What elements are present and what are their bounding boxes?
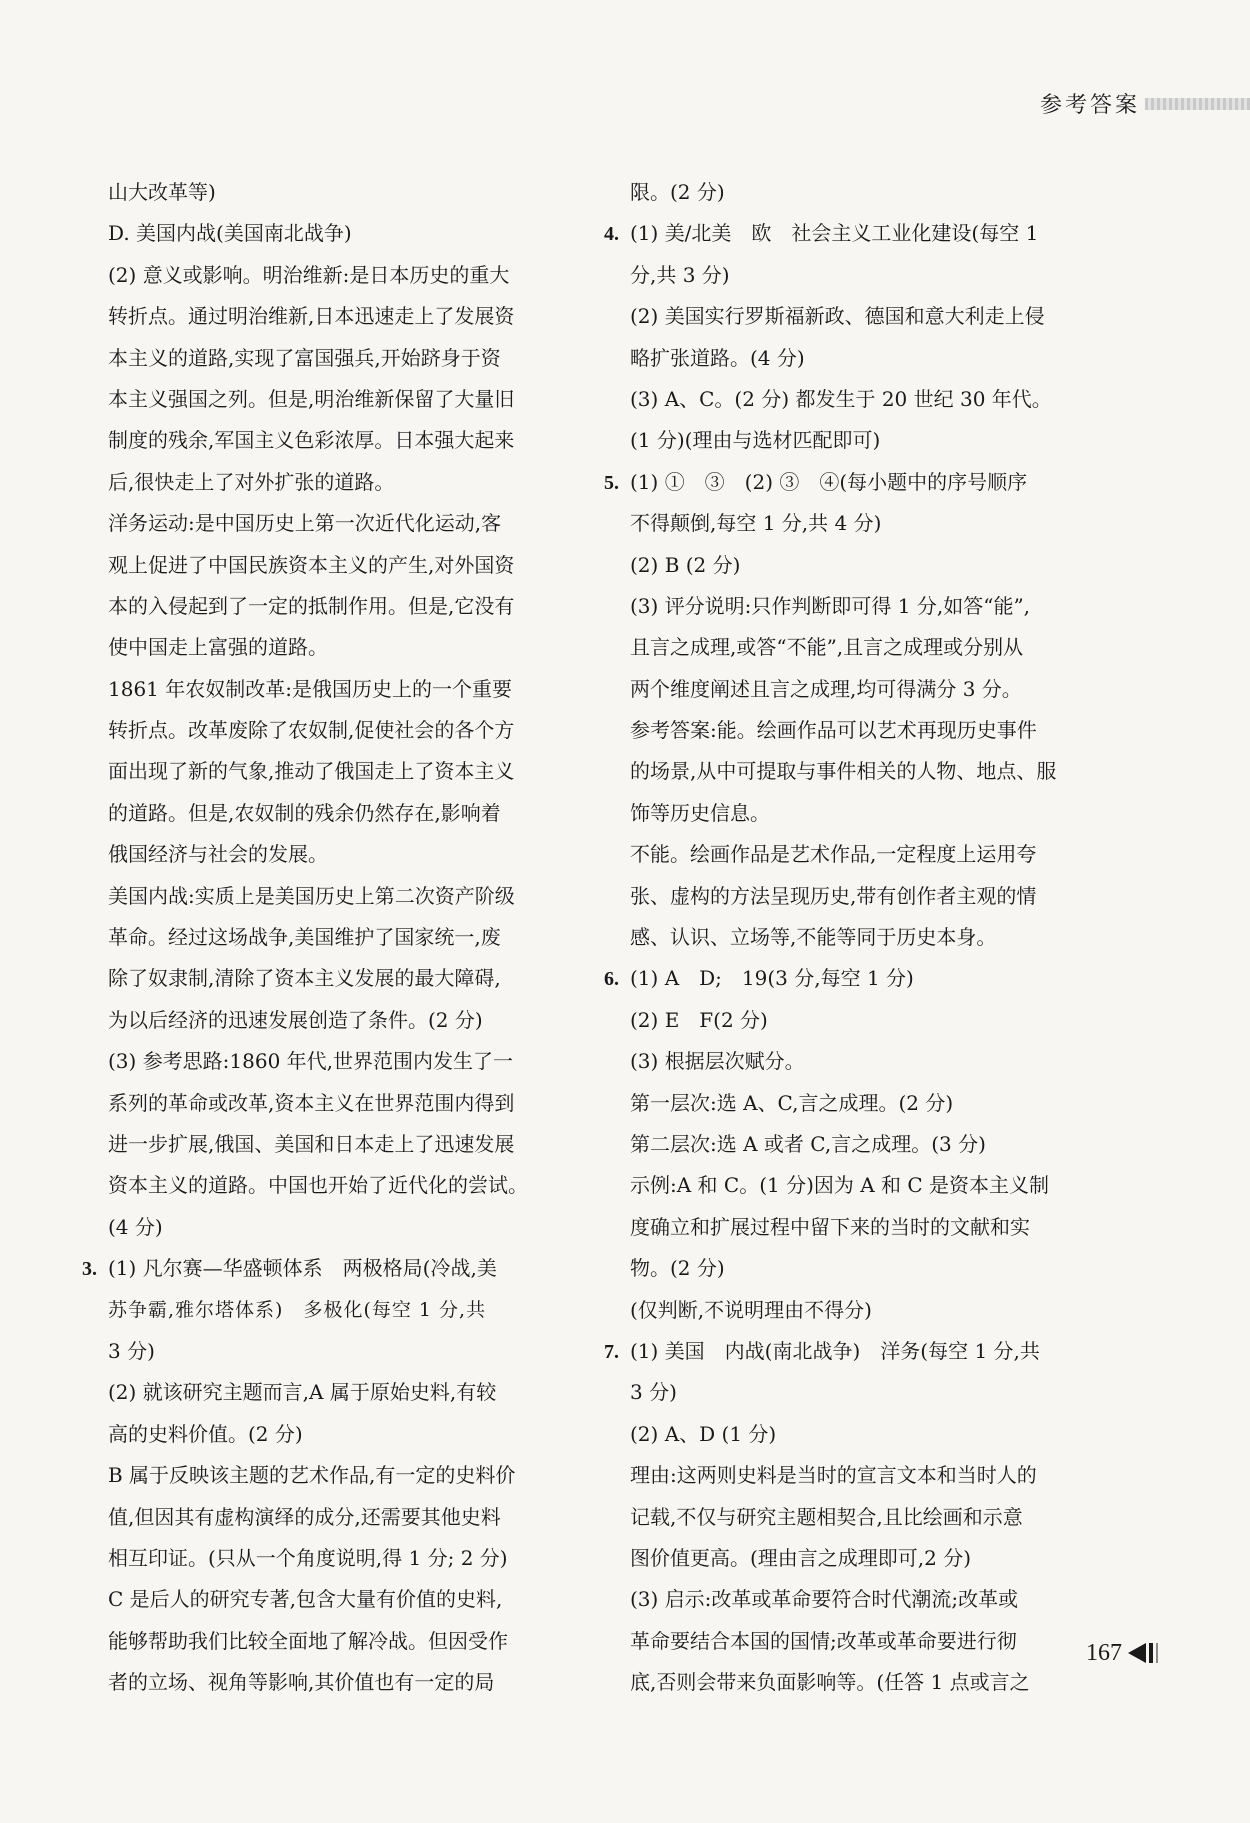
text-line: (2) 美国实行罗斯福新政、德国和意大利走上侵	[630, 304, 1045, 329]
text-line: 转折点。通过明治维新,日本迅速走上了发展资	[108, 304, 515, 329]
left-column	[82, 172, 608, 1703]
text-line: (3) 启示:改革或革命要符合时代潮流;改革或	[630, 1587, 1019, 1612]
text-line: 本主义的道路,实现了富国强兵,开始跻身于资	[108, 345, 501, 370]
text-line: 革命要结合本国的国情;改革或革命要进行彻	[630, 1628, 1017, 1653]
text-line: 第一层次:选 A、C,言之成理。(2 分)	[630, 1090, 954, 1115]
text-line: 面出现了新的气象,推动了俄国走上了资本主义	[108, 759, 515, 784]
text-line: (2) B (2 分)	[630, 552, 741, 577]
text-line: 的场景,从中可提取与事件相关的人物、地点、服	[630, 759, 1057, 784]
text-line: 革命。经过这场战争,美国维护了国家统一,废	[108, 925, 501, 950]
text-line: B 属于反映该主题的艺术作品,有一定的史料价	[108, 1463, 516, 1488]
text-line: 洋务运动:是中国历史上第一次近代化运动,客	[108, 511, 502, 536]
text-line: 感、认识、立场等,不能等同于历史本身。	[630, 925, 997, 950]
text-line: 后,很快走上了对外扩张的道路。	[108, 469, 395, 494]
text-line: (2) 意义或影响。明治维新:是日本历史的重大	[108, 262, 510, 287]
text-line: 分,共 3 分)	[630, 262, 730, 287]
text-line: 转折点。改革废除了农奴制,促使社会的各个方	[108, 718, 515, 743]
text-line: (2) E F(2 分)	[630, 1007, 768, 1032]
page-number: 167	[1086, 1640, 1122, 1666]
text-line: (1) 美国 内战(南北战争) 洋务(每空 1 分,共	[630, 1338, 1040, 1363]
text-line: 物。(2 分)	[630, 1256, 725, 1281]
text-line: 记载,不仅与研究主题相契合,且比绘画和示意	[630, 1504, 1023, 1529]
header-decorative-bar	[1145, 98, 1250, 110]
text-line: 第二层次:选 A 或者 C,言之成理。(3 分)	[630, 1131, 986, 1156]
text-line: 值,但因其有虚构演绎的成分,还需要其他史料	[108, 1504, 501, 1529]
text-line: 俄国经济与社会的发展。	[108, 842, 328, 867]
text-line: (3) 根据层次赋分。	[630, 1049, 805, 1074]
question-7-line	[604, 1331, 1130, 1372]
text-line: 度确立和扩展过程中留下来的当时的文献和实	[630, 1214, 1030, 1239]
text-line: 观上促进了中国民族资本主义的产生,对外国资	[108, 552, 515, 577]
question-number-7: 7.	[604, 1340, 619, 1363]
text-line: 本的入侵起到了一定的抵制作用。但是,它没有	[108, 593, 515, 618]
text-line: 相互印证。(只从一个角度说明,得 1 分; 2 分)	[108, 1545, 508, 1570]
text-line: 进一步扩展,俄国、美国和日本走上了迅速发展	[108, 1131, 515, 1156]
text-line: 本主义强国之列。但是,明治维新保留了大量旧	[108, 386, 515, 411]
text-line: 为以后经济的迅速发展创造了条件。(2 分)	[108, 1007, 483, 1032]
text-line: (4 分)	[108, 1214, 163, 1239]
question-4-line	[604, 213, 1130, 254]
right-column	[604, 172, 1130, 1703]
text-line: 理由:这两则史料是当时的宣言文本和当时人的	[630, 1463, 1037, 1488]
question-5-line	[604, 462, 1130, 503]
text-line: 不能。绘画作品是艺术作品,一定程度上运用夸	[630, 842, 1037, 867]
text-line: C 是后人的研究专著,包含大量有价值的史料,	[108, 1587, 503, 1612]
text-line: 1861 年农奴制改革:是俄国历史上的一个重要	[108, 676, 512, 701]
text-line: 使中国走上富强的道路。	[108, 635, 328, 660]
text-line: 饰等历史信息。	[630, 800, 770, 825]
text-line: D. 美国内战(美国南北战争)	[108, 221, 352, 246]
text-line: (2) 就该研究主题而言,A 属于原始史料,有较	[108, 1380, 497, 1405]
text-line: (1) 美/北美 欧 社会主义工业化建设(每空 1	[630, 221, 1039, 246]
question-number-5: 5.	[604, 471, 619, 494]
text-line: 示例:A 和 C。(1 分)因为 A 和 C 是资本主义制	[630, 1173, 1050, 1198]
text-line: 限。(2 分)	[630, 180, 725, 204]
text-line: (3) 参考思路:1860 年代,世界范围内发生了一	[108, 1049, 514, 1074]
text-line: (1) A D; 19(3 分,每空 1 分)	[630, 966, 914, 991]
text-line: 苏争霸,雅尔塔体系) 多极化(每空 1 分,共	[108, 1298, 487, 1321]
text-line: (1 分)(理由与选材匹配即可)	[630, 428, 881, 453]
text-line: (仅判断,不说明理由不得分)	[630, 1297, 872, 1322]
text-line: 两个维度阐述且言之成理,均可得满分 3 分。	[630, 676, 1022, 701]
text-line: 能够帮助我们比较全面地了解冷战。但因受作	[108, 1628, 508, 1653]
question-6-line	[604, 958, 1130, 999]
text-line: 资本主义的道路。中国也开始了近代化的尝试。	[108, 1173, 528, 1198]
text-line: 的道路。但是,农奴制的残余仍然存在,影响着	[108, 800, 501, 825]
question-number-4: 4.	[604, 223, 619, 246]
text-line: 不得颠倒,每空 1 分,共 4 分)	[630, 511, 882, 536]
text-line: (1) 凡尔赛—华盛顿体系 两极格局(冷战,美	[108, 1256, 497, 1281]
text-line: 美国内战:实质上是美国历史上第二次资产阶级	[108, 883, 515, 908]
text-line: 且言之成理,或答“不能”,且言之成理或分别从	[630, 635, 1024, 660]
text-line: 参考答案:能。绘画作品可以艺术再现历史事件	[630, 718, 1037, 743]
text-line: 3 分)	[630, 1380, 677, 1405]
page-arrow-icon	[1128, 1641, 1164, 1665]
text-line: 张、虚构的方法呈现历史,带有创作者主观的情	[630, 883, 1037, 908]
text-line: (3) 评分说明:只作判断即可得 1 分,如答“能”,	[630, 593, 1031, 618]
running-header-title: 参考答案	[1040, 93, 1141, 118]
text-line: (2) A、D (1 分)	[630, 1421, 777, 1446]
text-line: 高的史料价值。(2 分)	[108, 1421, 303, 1446]
text-line: 制度的残余,军国主义色彩浓厚。日本强大起来	[108, 428, 515, 453]
text-line: 略扩张道路。(4 分)	[630, 345, 805, 370]
question-number-3: 3.	[82, 1258, 97, 1281]
text-line: (1) ① ③ (2) ③ ④(每小题中的序号顺序	[630, 469, 1028, 494]
text-line: 系列的革命或改革,资本主义在世界范围内得到	[108, 1090, 515, 1115]
text-line: (3) A、C。(2 分) 都发生于 20 世纪 30 年代。	[630, 386, 1052, 411]
text-line: 底,否则会带来负面影响等。(任答 1 点或言之	[630, 1670, 1030, 1695]
question-3-line	[82, 1248, 608, 1289]
text-line: 除了奴隶制,清除了资本主义发展的最大障碍,	[108, 966, 501, 991]
text-line: 3 分)	[108, 1338, 155, 1363]
text-line: 者的立场、视角等影响,其价值也有一定的局	[108, 1670, 495, 1695]
text-line: 山大改革等)	[108, 180, 216, 204]
text-line: 图价值更高。(理由言之成理即可,2 分)	[630, 1545, 972, 1570]
question-number-6: 6.	[604, 968, 619, 991]
